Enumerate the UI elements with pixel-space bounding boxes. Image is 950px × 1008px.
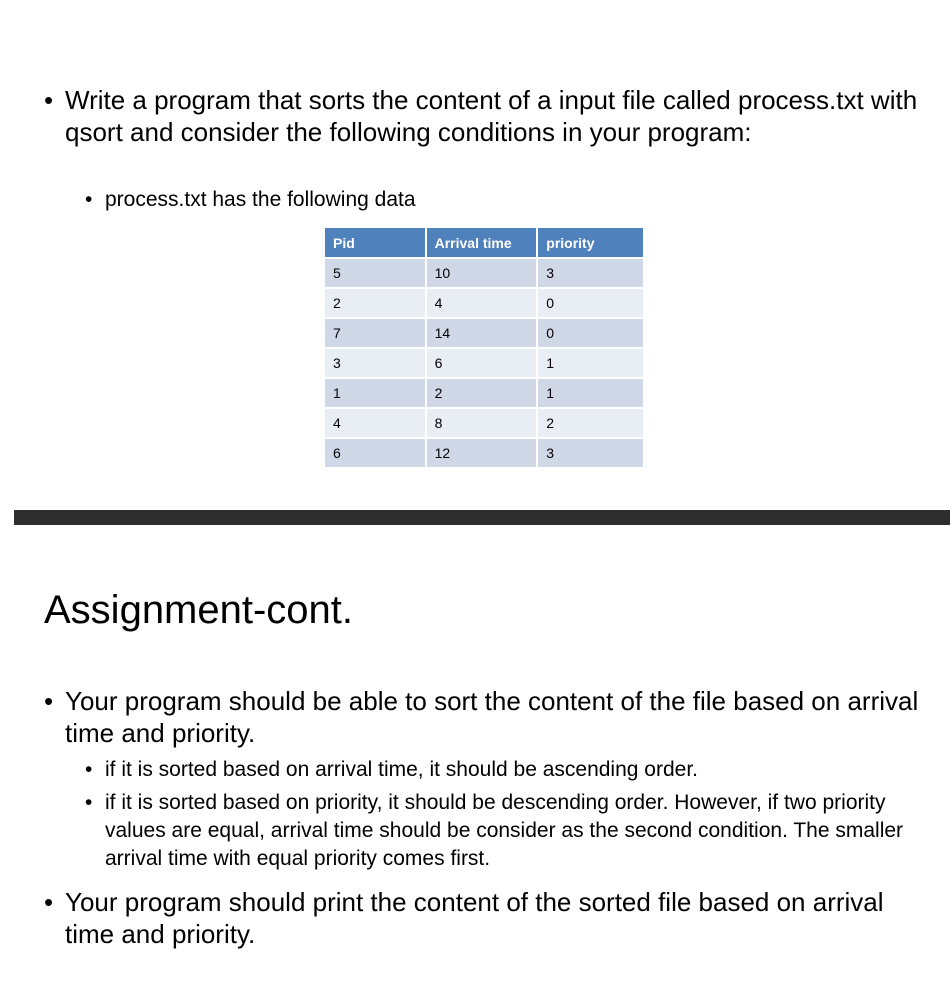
cell-arrival-time: 8 (426, 408, 538, 438)
slide2-bullet-2 (44, 886, 924, 950)
table-header-row (325, 228, 644, 258)
cell-priority: 3 (537, 258, 644, 288)
cell-arrival-time: 10 (426, 258, 538, 288)
cell-priority: 1 (537, 348, 644, 378)
slide1-bullet-1-text: Write a program that sorts the content of a input file called process.txt with qsort and consider the following conditions in your program: (65, 85, 918, 147)
header-arrival-time: Arrival time (426, 228, 538, 258)
cell-arrival-time: 14 (426, 318, 538, 348)
cell-pid: 1 (325, 378, 426, 408)
bullet-dot: • (85, 188, 93, 211)
slide2-bullet-1 (44, 685, 924, 749)
table-row (325, 288, 644, 318)
table-row (325, 318, 644, 348)
cell-pid: 7 (325, 318, 426, 348)
slide2-sub-bullet-1 (85, 756, 925, 784)
slide2-sub-bullet-1-text: if it is sorted based on arrival time, it should be ascending order. (105, 758, 698, 781)
cell-pid: 4 (325, 408, 426, 438)
slide1-sub-bullet-1 (85, 186, 905, 214)
cell-arrival-time: 6 (426, 348, 538, 378)
slide-divider (14, 510, 950, 525)
cell-pid: 2 (325, 288, 426, 318)
table-row (325, 408, 644, 438)
cell-priority: 1 (537, 378, 644, 408)
table-row (325, 438, 644, 468)
cell-pid: 3 (325, 348, 426, 378)
bullet-dot: • (44, 887, 54, 917)
header-priority: priority (537, 228, 644, 258)
cell-priority: 2 (537, 408, 644, 438)
cell-priority: 0 (537, 288, 644, 318)
process-table (325, 228, 645, 469)
header-pid: Pid (325, 228, 426, 258)
cell-pid: 6 (325, 438, 426, 468)
slide2-bullet-2-text: Your program should print the content of the sorted file based on arrival time and priority. (65, 887, 884, 949)
slide2-title: Assignment-cont. (44, 588, 354, 632)
slide2-bullet-1-text: Your program should be able to sort the content of the file based on arrival time and priority. (65, 686, 919, 748)
bullet-dot: • (44, 85, 54, 115)
bullet-dot: • (44, 686, 54, 716)
slide2-sub-bullet-2 (85, 789, 930, 873)
table-row (325, 378, 644, 408)
cell-priority: 3 (537, 438, 644, 468)
slide1-bullet-1 (44, 84, 924, 148)
cell-priority: 0 (537, 318, 644, 348)
bullet-dot: • (85, 758, 93, 781)
table-row (325, 258, 644, 288)
cell-pid: 5 (325, 258, 426, 288)
table-row (325, 348, 644, 378)
slide1-sub-bullet-1-text: process.txt has the following data (105, 188, 416, 211)
cell-arrival-time: 2 (426, 378, 538, 408)
slide2-sub-bullet-2-text: if it is sorted based on priority, it should be descending order. However, if two priority values are equal, arrival time should be consider as the second condition. The smaller arrival time with equal priority comes first. (105, 791, 904, 870)
cell-arrival-time: 4 (426, 288, 538, 318)
cell-arrival-time: 12 (426, 438, 538, 468)
bullet-dot: • (85, 791, 93, 814)
